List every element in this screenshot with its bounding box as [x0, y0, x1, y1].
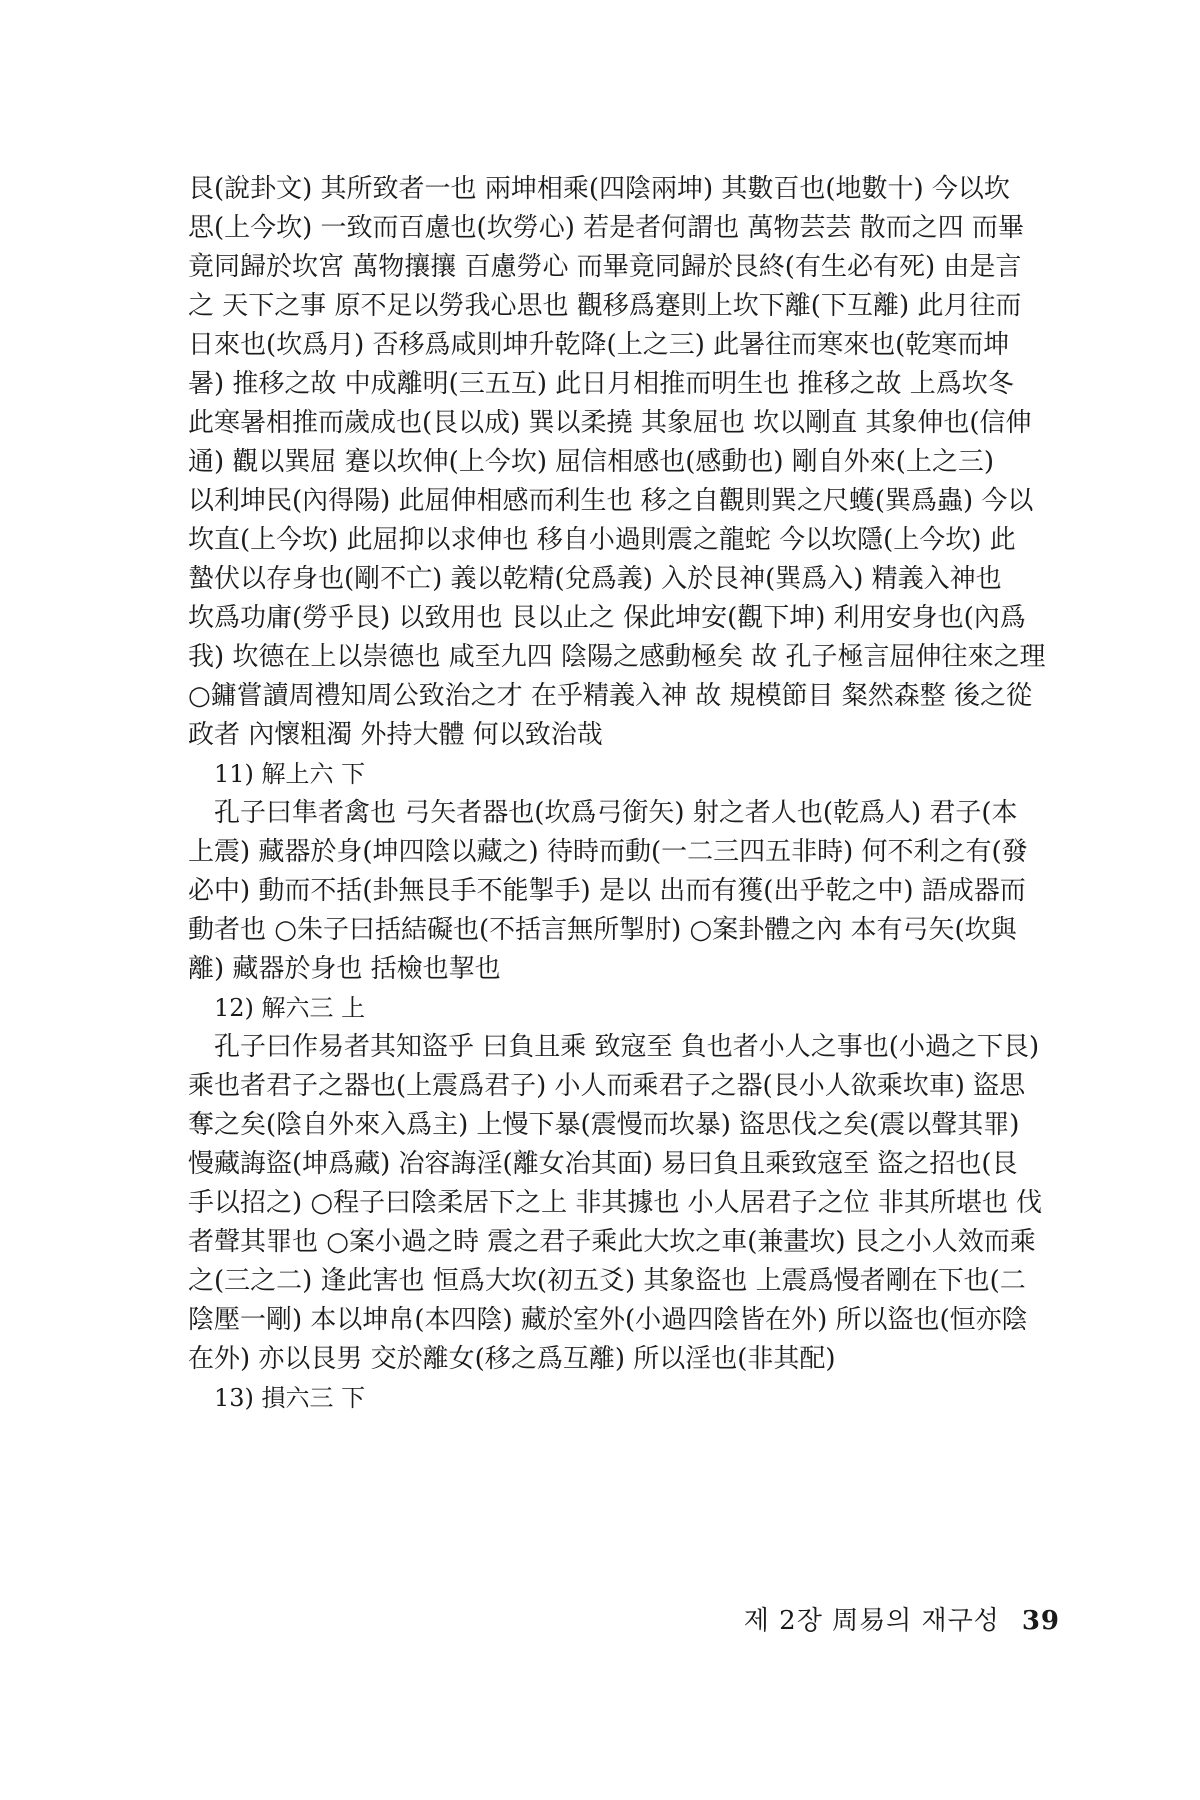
text-line: 我) 坎德在上以崇德也 咸至九四 陰陽之感動極矣 故 孔子極言屈伸往來之理 — [188, 642, 1046, 672]
text-line: 在外) 亦以艮男 交於離女(移之爲互離) 所以淫也(非其配) — [188, 1344, 836, 1374]
chapter-title: 제 2장 周易의 재구성 — [743, 1606, 1000, 1636]
page-body — [188, 170, 1053, 1418]
text-line: 之(三之二) 逢此害也 恒爲大坎(初五爻) 其象盜也 上震爲慢者剛在下也(二 — [188, 1266, 1026, 1296]
text-line: 孔子曰隼者禽也 弓矢者器也(坎爲弓銜矢) 射之者人也(乾爲人) 君子(本 — [214, 798, 1018, 828]
text-line: 以利坤民(內得陽) 此屈伸相感而利生也 移之自觀則巽之尺蠖(巽爲蟲) 今以 — [188, 486, 1034, 516]
text-line: 乘也者君子之器也(上震爲君子) 小人而乘君子之器(艮小人欲乘坎車) 盜思 — [188, 1071, 1026, 1101]
text-line: 政者 內懷粗濁 外持大體 何以致治哉 — [188, 720, 603, 750]
text-line: 艮(說卦文) 其所致者一也 兩坤相乘(四陰兩坤) 其數百也(地數十) 今以坎 — [188, 174, 1010, 204]
text-line: 竟同歸於坎宮 萬物攘攘 百慮勞心 而畢竟同歸於艮終(有生必有死) 由是言 — [188, 252, 1022, 282]
text-line: ○鏞嘗讀周禮知周公致治之才 在乎精義入神 故 規模節目 粲然森整 後之從 — [188, 681, 1033, 711]
text-line: 之 天下之事 原不足以勞我心思也 觀移爲蹇則上坎下離(下互離) 此月往而 — [188, 291, 1022, 321]
section-heading: 13) 損六三 下 — [214, 1384, 366, 1412]
paragraph — [188, 170, 1053, 755]
text-line: 日來也(坎爲月) 否移爲咸則坤升乾降(上之三) 此暑往而寒來也(乾寒而坤 — [188, 330, 1010, 360]
text-line: 坎直(上今坎) 此屈抑以求伸也 移自小過則震之龍蛇 今以坎隱(上今坎) 此 — [188, 525, 1016, 555]
text-line: 此寒暑相推而歲成也(艮以成) 巽以柔撓 其象屈也 坎以剛直 其象伸也(信伸 — [188, 408, 1032, 438]
running-footer — [744, 1600, 1060, 1637]
text-line: 慢藏誨盜(坤爲藏) 冶容誨淫(離女冶其面) 易曰負且乘致寇至 盜之招也(艮 — [188, 1149, 1018, 1179]
text-line: 離) 藏器於身也 括檢也挈也 — [188, 954, 501, 984]
text-line: 上震) 藏器於身(坤四陰以藏之) 待時而動(一二三四五非時) 何不利之有(發 — [188, 837, 1028, 867]
paragraph — [188, 794, 1053, 989]
text-line: 孔子曰作易者其知盜乎 曰負且乘 致寇至 負也者小人之事也(小過之下艮) — [214, 1032, 1040, 1062]
text-line: 動者也 ○朱子曰括結礙也(不括言無所掣肘) ○案卦體之內 本有弓矢(坎與 — [188, 915, 1017, 945]
text-line: 者聲其罪也 ○案小過之時 震之君子乘此大坎之車(兼畫坎) 艮之小人效而乘 — [188, 1227, 1036, 1257]
text-line: 奪之矣(陰自外來入爲主) 上慢下暴(震慢而坎暴) 盜思伐之矣(震以聲其罪) — [188, 1110, 1020, 1140]
text-line: 陰壓一剛) 本以坤帛(本四陰) 藏於室外(小過四陰皆在外) 所以盜也(恒亦陰 — [188, 1305, 1028, 1335]
text-line: 思(上今坎) 一致而百慮也(坎勞心) 若是者何謂也 萬物芸芸 散而之四 而畢 — [188, 213, 1024, 243]
text-line: 手以招之) ○程子曰陰柔居下之上 非其據也 小人居君子之位 非其所堪也 伐 — [188, 1188, 1043, 1218]
section-heading: 12) 解六三 上 — [214, 994, 366, 1022]
paragraph — [188, 1028, 1053, 1379]
text-line: 坎爲功庸(勞乎艮) 以致用也 艮以止之 保此坤安(觀下坤) 利用安身也(內爲 — [188, 603, 1026, 633]
text-line: 必中) 動而不括(卦無艮手不能掣手) 是以 出而有獲(出乎乾之中) 語成器而 — [188, 876, 1026, 906]
page-number: 39 — [1021, 1606, 1060, 1636]
text-line: 暑) 推移之故 中成離明(三五互) 此日月相推而明生也 推移之故 上爲坎冬 — [188, 369, 1014, 399]
section-heading: 11) 解上六 下 — [214, 760, 366, 788]
text-line: 蟄伏以存身也(剛不亡) 義以乾精(兌爲義) 入於艮神(巽爲入) 精義入神也 — [188, 564, 1002, 594]
text-line: 通) 觀以巽屈 蹇以坎伸(上今坎) 屈信相感也(感動也) 剛自外來(上之三) — [188, 447, 995, 477]
